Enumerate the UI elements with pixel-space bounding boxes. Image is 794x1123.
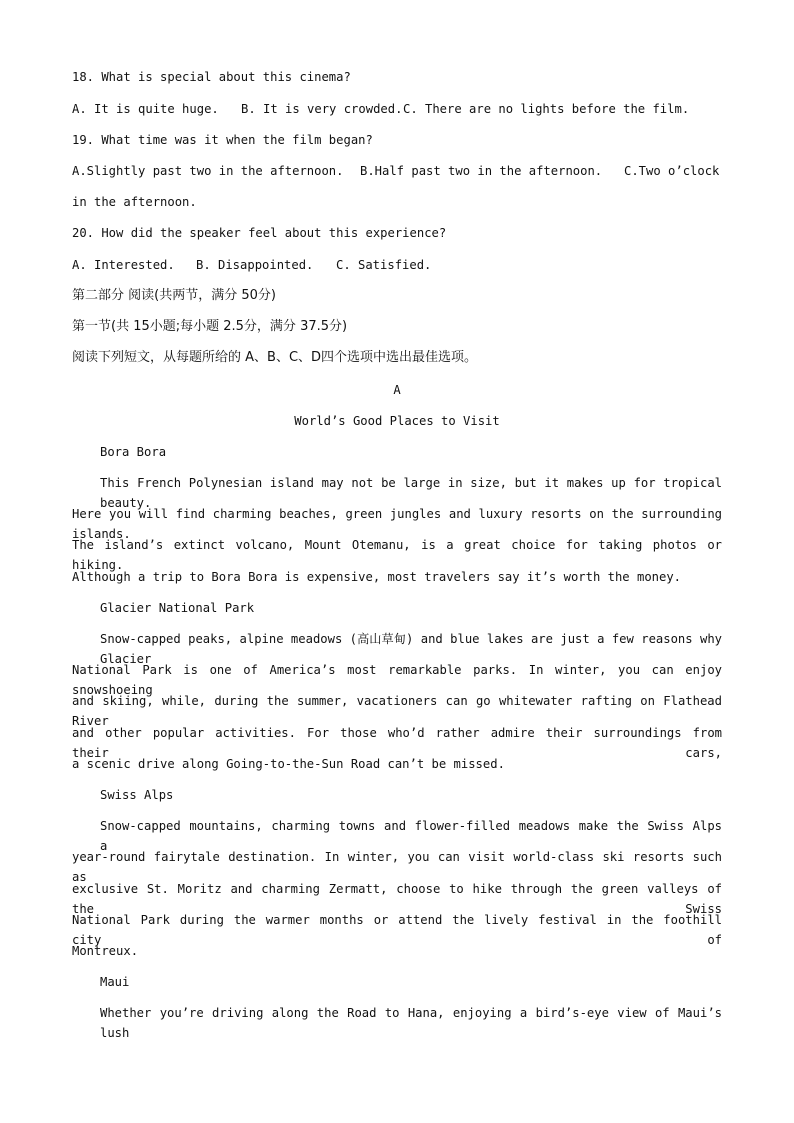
paragraph-line: and skiing, while, during the summer, vacationers can go whitewater rafting on Flathead River (72, 694, 722, 728)
question-18-stem: 18. What is special about this cinema? (72, 70, 351, 84)
question-19-options (72, 161, 722, 181)
q19-option-c-continued: in the afternoon. (72, 195, 197, 209)
question-20-options (72, 255, 722, 275)
q18-option-b: B. It is very crowded. (241, 102, 403, 116)
q18-option-c: C. There are no lights before the film. (403, 102, 690, 116)
reading-instruction: 阅读下列短文，从每题所给的 A、B、C、D四个选项中选出最佳选项。 (72, 350, 478, 365)
paragraph-line: This French Polynesian island may not be large in size, but it makes up for tropical beauty. (100, 476, 722, 510)
paragraph-line: Whether you’re driving along the Road to Hana, enjoying a bird’s-eye view of Maui’s lush (100, 1006, 722, 1040)
passage-title: World’s Good Places to Visit (294, 414, 500, 428)
paragraph-line: National Park is one of America’s most remarkable parks. In winter, you can enjoy snowshoeing (72, 663, 722, 697)
passage-letter: A (393, 383, 401, 397)
q20-option-b: B. Disappointed. (196, 258, 314, 272)
question-20-stem: 20. How did the speaker feel about this experience? (72, 226, 447, 240)
paragraph-line: Here you will find charming beaches, green jungles and luxury resorts on the surrounding islands. (72, 507, 722, 541)
paragraph-line: Montreux. (72, 944, 139, 958)
q20-option-c: C. Satisfied. (336, 258, 432, 272)
q19-option-c: C.Two o’clock (624, 164, 720, 178)
q20-option-a: A. Interested. (72, 258, 175, 272)
q19-option-b: B.Half past two in the afternoon. (360, 164, 603, 178)
paragraph-line: Snow-capped mountains, charming towns and flower-filled meadows make the Swiss Alps a (100, 819, 722, 853)
paragraph-line: National Park during the warmer months or attend the lively festival in the foothill city of (72, 913, 722, 947)
paragraph-line: Although a trip to Bora Bora is expensive, most travelers say it’s worth the money. (72, 570, 682, 584)
place-heading-maui: Maui (100, 975, 130, 989)
paragraph-line: Snow-capped peaks, alpine meadows (高山草甸) and blue lakes are just a few reasons why Glacier (100, 632, 722, 666)
paragraph-line: year-round fairytale destination. In winter, you can visit world-class ski resorts such as (72, 850, 722, 884)
q19-option-a: A.Slightly past two in the afternoon. (72, 164, 344, 178)
question-19-stem: 19. What time was it when the film began? (72, 133, 373, 147)
paragraph-line: and other popular activities. For those who’d rather admire their surroundings from their cars, (72, 726, 722, 760)
place-heading-swiss-alps: Swiss Alps (100, 788, 174, 802)
section-one-title: 第一节(共 15小题;每小题 2.5分，满分 37.5分) (72, 319, 348, 334)
question-18-options (72, 99, 722, 119)
paragraph-line: The island’s extinct volcano, Mount Otemanu, is a great choice for taking photos or hiking. (72, 538, 722, 572)
part-two-title: 第二部分 阅读(共两节，满分 50分) (72, 288, 276, 303)
paragraph-line: a scenic drive along Going-to-the-Sun Road can’t be missed. (72, 757, 505, 771)
place-heading-bora-bora: Bora Bora (100, 445, 167, 459)
q18-option-a: A. It is quite huge. (72, 102, 219, 116)
place-heading-glacier: Glacier National Park (100, 601, 255, 615)
paragraph-line: exclusive St. Moritz and charming Zermatt, choose to hike through the green valleys of the Swiss (72, 882, 722, 916)
